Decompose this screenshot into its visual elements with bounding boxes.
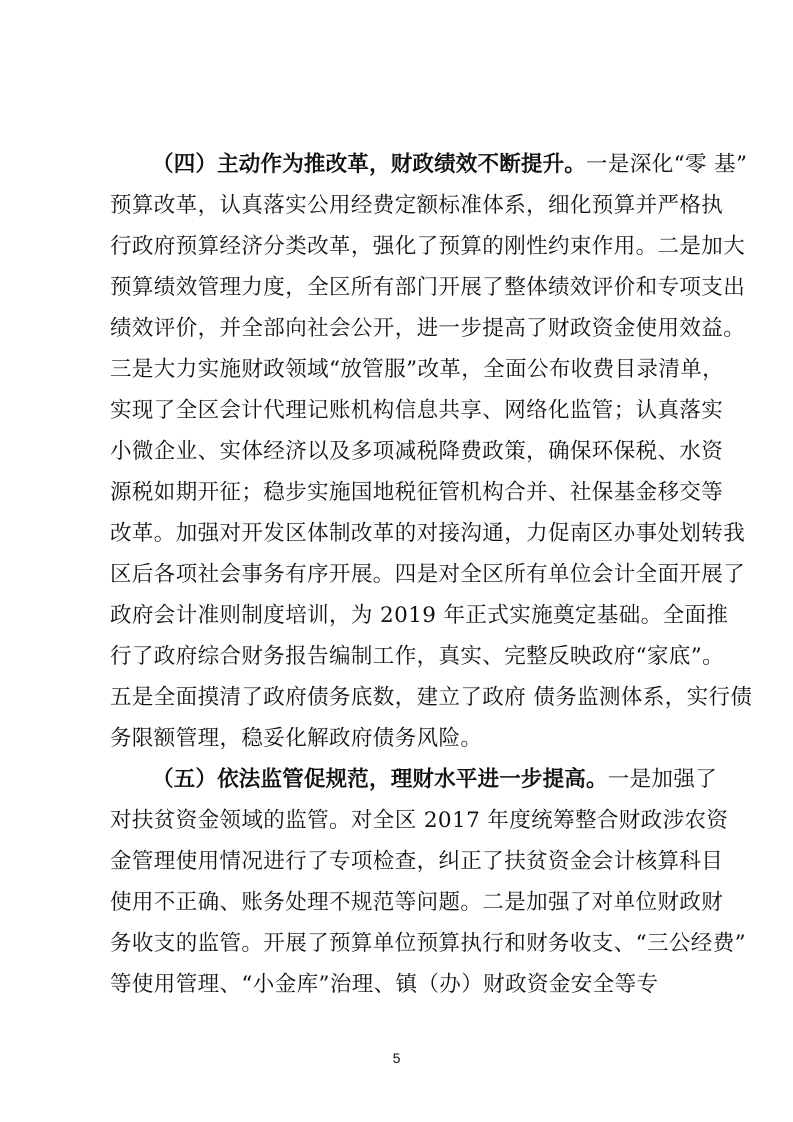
paragraph-four-line-6: 三是大力实施财政领域“放管服”改革，全面公布收费目录清单， xyxy=(110,357,725,382)
page-number: 5 xyxy=(392,1050,401,1066)
paragraph-five-line-3: 金管理使用情况进行了专项检查，纠正了扶贫资金会计核算科目 xyxy=(110,849,724,874)
paragraph-five-line-5: 务收支的监管。开展了预算单位预算执行和财务收支、“三公经费” xyxy=(110,931,746,956)
paragraph-four-lead: （四）主动作为推改革，财政绩效不断提升。 xyxy=(152,152,587,177)
paragraph-four-line-15: 务限额管理，稳妥化解政府债务风险。 xyxy=(110,726,483,751)
paragraph-four-line-10: 改革。加强对开发区体制改革的对接沟通，力促南区办事处划转我 xyxy=(110,521,746,546)
paragraph-four-line-13: 行了政府综合财务报告编制工作，真实、完整反映政府“家底”。 xyxy=(110,644,725,669)
paragraph-four-line-14: 五是全面摸清了政府债务底数，建立了政府 债务监测体系，实行债 xyxy=(110,685,753,710)
paragraph-four-line-1-text: 一是深化“零 基” xyxy=(586,152,748,177)
paragraph-four-line-2: 预算改革，认真落实公用经费定额标准体系，细化预算并严格执 xyxy=(110,193,724,218)
paragraph-five-line-1-text: 一是加强了 xyxy=(607,767,718,792)
paragraph-four-line-8: 小微企业、实体经济以及多项减税降费政策，确保环保税、水资 xyxy=(110,439,724,464)
paragraph-four-line-9: 源税如期开征；稳步实施国地税征管机构合并、社保基金移交等 xyxy=(110,480,724,505)
paragraph-four-line-7: 实现了全区会计代理记账机构信息共享、网络化监管；认真落实 xyxy=(110,398,724,423)
paragraph-five-line-6: 等使用管理、“小金库”治理、镇（办）财政资金安全等专 xyxy=(110,972,659,997)
paragraph-four-line-1 xyxy=(152,148,748,182)
paragraph-four-line-12: 政府会计准则制度培训，为 2019 年正式实施奠定基础。全面推 xyxy=(110,603,729,628)
paragraph-five-line-1 xyxy=(152,763,718,797)
paragraph-five-lead: （五）依法监管促规范，理财水平进一步提高。 xyxy=(152,767,608,792)
paragraph-four-line-11: 区后各项社会事务有序开展。四是对全区所有单位会计全面开展了 xyxy=(110,562,746,587)
paragraph-four-line-4: 预算绩效管理力度，全区所有部门开展了整体绩效评价和专项支出 xyxy=(110,275,746,300)
paragraph-four-line-3: 行政府预算经济分类改革，强化了预算的刚性约束作用。二是加大 xyxy=(110,234,746,259)
paragraph-five-line-2: 对扶贫资金领域的监管。对全区 2017 年度统筹整合财政涉农资 xyxy=(110,808,729,833)
paragraph-five-line-4: 使用不正确、账务处理不规范等问题。二是加强了对单位财政财 xyxy=(110,890,724,915)
paragraph-four-line-5: 绩效评价，并全部向社会公开，进一步提高了财政资金使用效益。 xyxy=(110,316,746,341)
